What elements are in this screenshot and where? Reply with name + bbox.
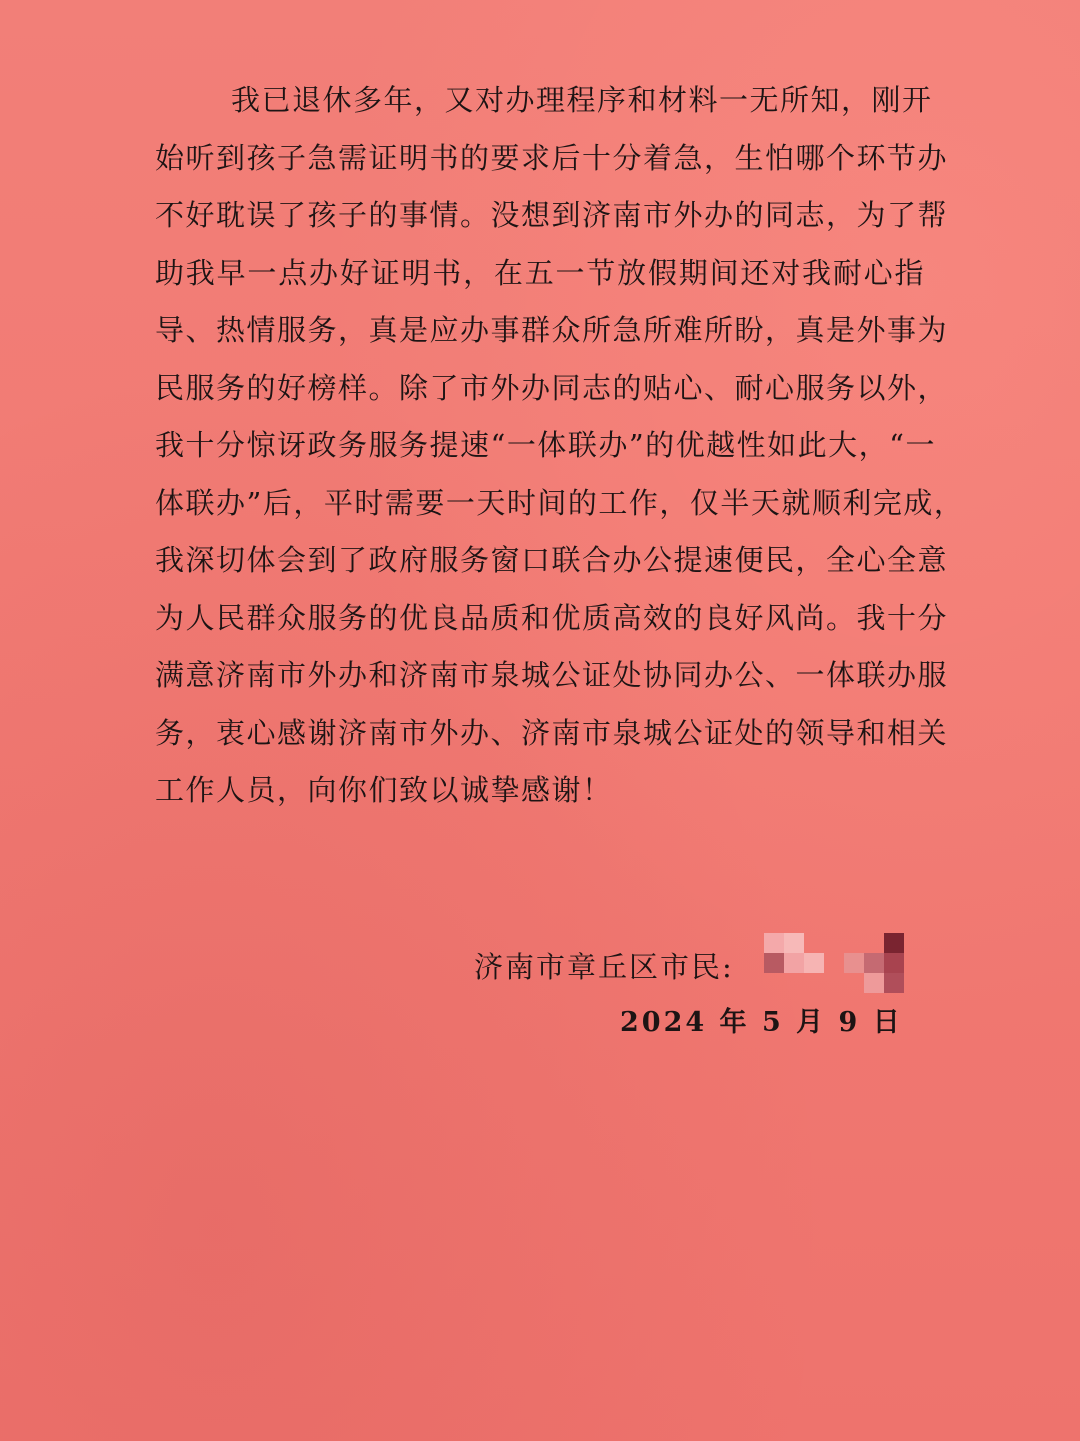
letter-line: 我深切体会到了政府服务窗口联合办公提速便民，全心全意 (155, 543, 949, 577)
mosaic-block (764, 933, 784, 953)
mosaic-block (884, 933, 904, 953)
letter-date: 2024 年 5 月 9 日 (620, 1007, 903, 1038)
letter-line: 体联办”后，平时需要一天时间的工作，仅半天就顺利完成， (155, 485, 965, 520)
letter-line: 务，衷心感谢济南市外办、济南市泉城公证处的领导和相关 (155, 715, 949, 750)
mosaic-block (864, 973, 884, 993)
letter-line: 始听到孩子急需证明书的要求后十分着急，生怕哪个环节办 (155, 140, 949, 175)
mosaic-block (884, 953, 904, 973)
letter-line: 我十分惊讶政务服务提速“一体联办”的优越性如此大，“一 (155, 428, 936, 462)
letter-line: 民服务的好榜样。除了市外办同志的贴心、耐心服务以外， (155, 370, 949, 405)
letter-body (155, 72, 965, 820)
signature-line (474, 940, 898, 990)
letter-line: 为人民群众服务的优良品质和优质高效的良好风尚。我十分 (155, 600, 949, 635)
letter-line: 工作人员，向你们致以诚挚感谢！ (155, 773, 613, 807)
mosaic-block (764, 953, 784, 973)
mosaic-block (784, 933, 804, 953)
letter-line: 导、热情服务，真是应办事群众所急所难所盼，真是外事为 (155, 313, 949, 347)
mosaic-block (844, 953, 864, 973)
letter-line: 不好耽误了孩子的事情。没想到济南市外办的同志，为了帮 (155, 198, 949, 232)
letter-line: 助我早一点办好证明书，在五一节放假期间还对我耐心指 (155, 255, 925, 290)
mosaic-block (884, 973, 904, 993)
signature-label: 济南市章丘区市民: (474, 949, 734, 984)
redacted-name-mosaic (738, 937, 898, 993)
letter-line: 满意济南市外办和济南市泉城公证处协同办公、一体联办服 (155, 658, 949, 692)
mosaic-block (804, 953, 824, 973)
letter-line: 我已退休多年，又对办理程序和材料一无所知，刚开 (231, 83, 933, 117)
mosaic-block (864, 953, 884, 973)
mosaic-block (784, 953, 804, 973)
